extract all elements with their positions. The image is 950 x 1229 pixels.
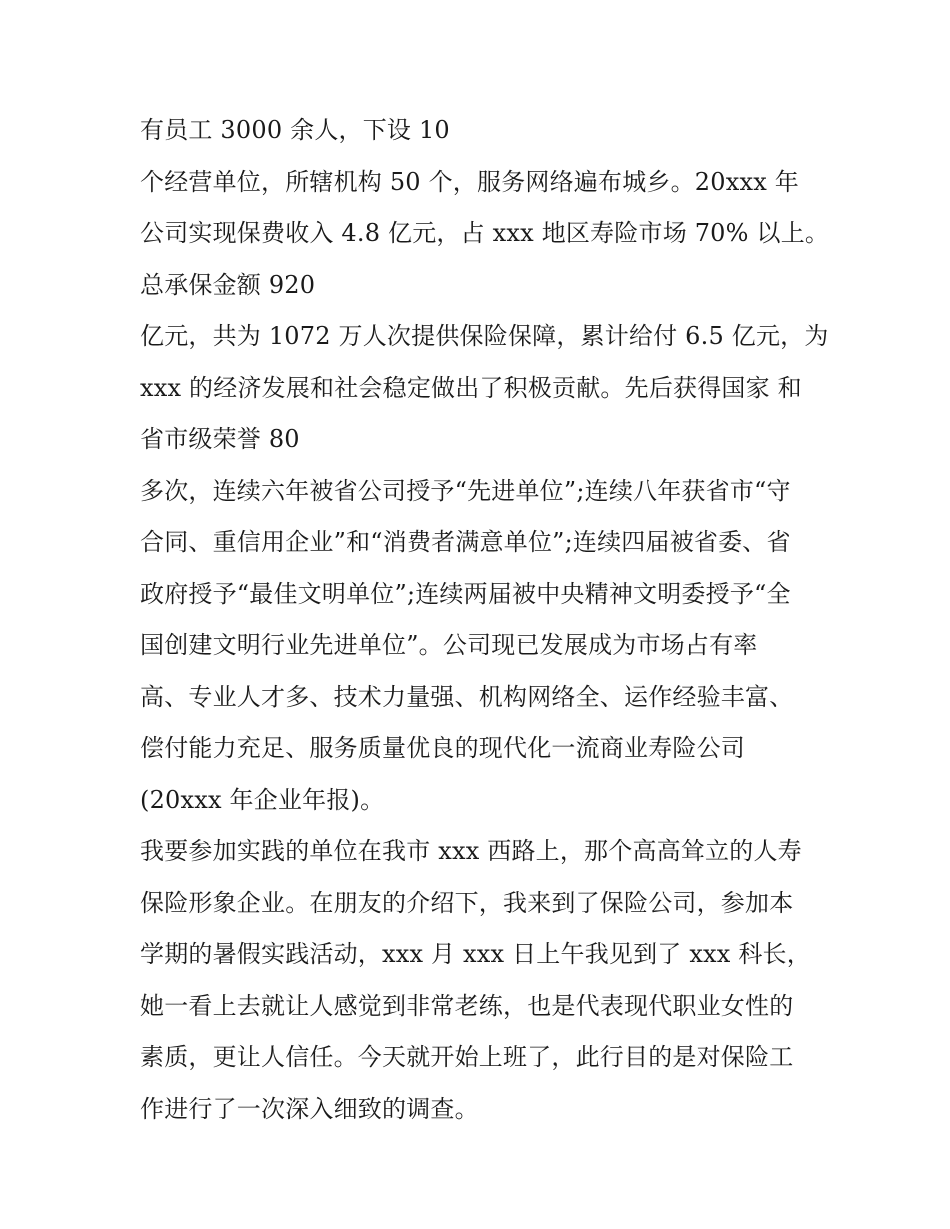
text-line: 国创建文明行业先进单位”。公司现已发展成为市场占有率 [140, 631, 758, 659]
text-line: 省市级荣誉 80 [140, 425, 300, 453]
text-line: (20xxx 年企业年报)。 [140, 785, 385, 814]
text-line: 多次，连续六年被省公司授予“先进单位”;连续八年获省市“守 [140, 476, 791, 505]
body-text [140, 108, 830, 1138]
text-line: 个经营单位，所辖机构 50 个，服务网络遍布城乡。20xxx 年 [140, 167, 799, 196]
text-line: xxx 的经济发展和社会稳定做出了积极贡献。先后获得国家 和 [140, 373, 802, 402]
text-line: 公司实现保费收入 4.8 亿元，占 xxx 地区寿险市场 70% 以上。 [140, 219, 830, 247]
text-line: 高、专业人才多、技术力量强、机构网络全、运作经验丰富、 [140, 682, 794, 711]
text-line: 她一看上去就让人感觉到非常老练，也是代表现代职业女性的 [140, 991, 794, 1020]
text-line: 有员工 3000 余人，下设 10 [140, 116, 450, 144]
text-line: 偿付能力充足、服务质量优良的现代化一流商业寿险公司 [140, 734, 745, 762]
text-line: 总承保金额 920 [140, 270, 316, 299]
text-line: 素质，更让人信任。今天就开始上班了，此行目的是对保险工 [140, 1043, 794, 1071]
text-line: 保险形象企业。在朋友的介绍下，我来到了保险公司，参加本 [140, 888, 794, 917]
text-line: 作进行了一次深入细致的调查。 [140, 1094, 479, 1123]
text-line: 亿元，共为 1072 万人次提供保险保障，累计给付 6.5 亿元，为 [140, 322, 829, 350]
text-line: 学期的暑假实践活动，xxx 月 xxx 日上午我见到了 xxx 科长， [140, 940, 811, 968]
text-line: 合同、重信用企业”和“消费者满意单位”;连续四届被省委、省 [140, 528, 791, 556]
text-line: 政府授予“最佳文明单位”;连续两届被中央精神文明委授予“全 [140, 579, 791, 608]
text-line: 我要参加实践的单位在我市 xxx 西路上，那个高高耸立的人寿 [140, 837, 802, 865]
